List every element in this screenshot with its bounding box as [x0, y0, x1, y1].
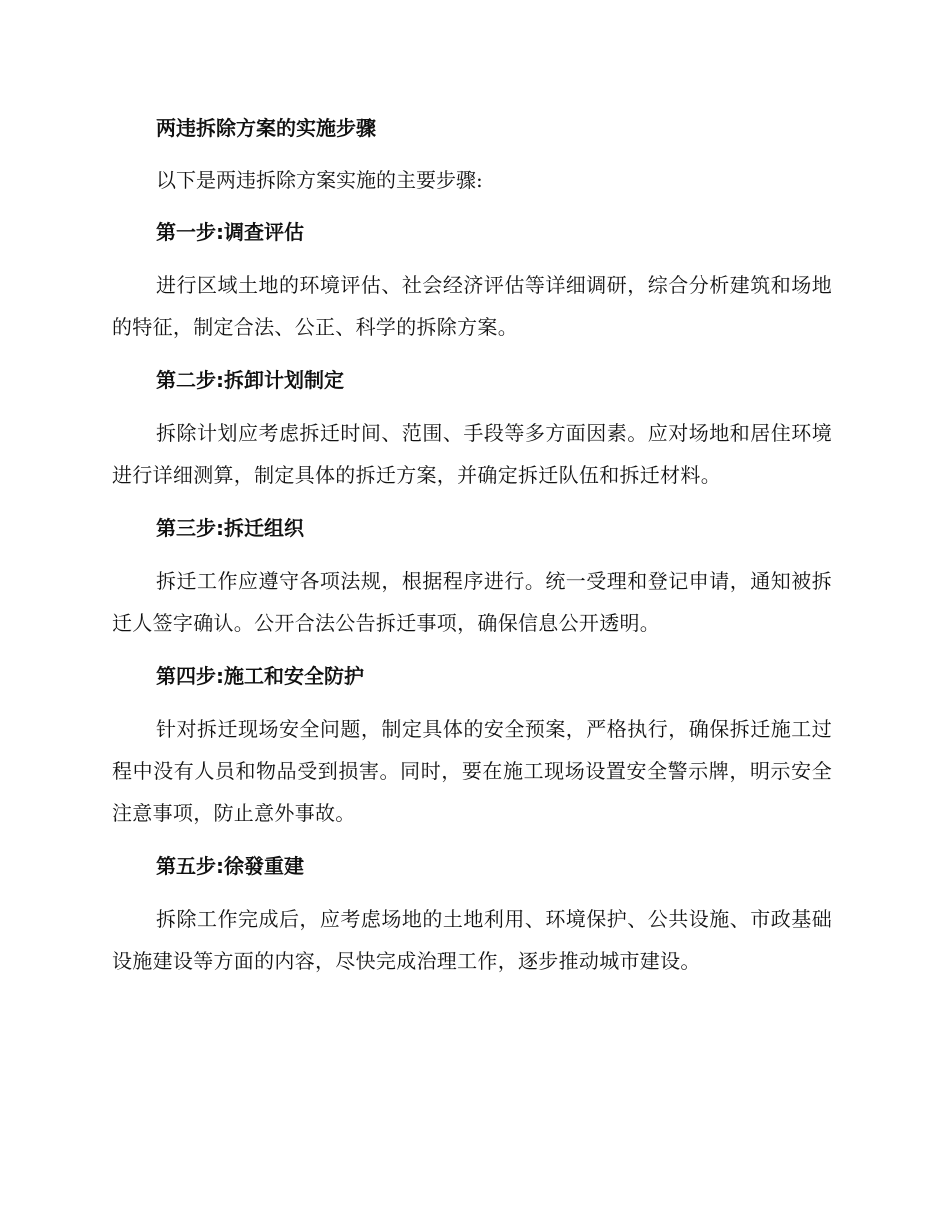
step-4: [112, 656, 832, 834]
document-content: [112, 108, 832, 982]
step-heading: 第二步:拆卸计划制定: [156, 368, 344, 392]
step-heading: 第三步:拆迁组织: [156, 516, 304, 540]
step-heading: 第四步:施工和安全防护: [156, 664, 364, 688]
step-heading: 第一步:调查评估: [156, 220, 304, 244]
step-body: 拆除工作完成后，应考虑场地的土地利用、环境保护、公共设施、市政基础设施建设等方面的内容，尽快完成治理工作，逐步推动城市建设。: [112, 907, 832, 973]
step-body: 进行区域土地的环境评估、社会经济评估等详细调研，综合分析建筑和场地的特征，制定合法、公正、科学的拆除方案。: [112, 273, 832, 339]
document-title: 两违拆除方案的实施步骤: [156, 116, 376, 140]
step-body: 拆迁工作应遵守各项法规，根据程序进行。统一受理和登记申请，通知被拆迁人签字确认。公开合法公告拆迁事项，确保信息公开透明。: [112, 569, 832, 635]
step-5: [112, 846, 832, 982]
step-heading: 第五步:徐發重建: [156, 854, 304, 878]
step-body: 针对拆迁现场安全问题，制定具体的安全预案，严格执行，确保拆迁施工过程中没有人员和物品受到损害。同时，要在施工现场设置安全警示牌，明示安全注意事项，防止意外事故。: [112, 717, 832, 825]
step-3: [112, 508, 832, 644]
step-body: 拆除计划应考虑拆迁时间、范围、手段等多方面因素。应对场地和居住环境进行详细测算，制定具体的拆迁方案，并确定拆迁队伍和拆迁材料。: [112, 421, 832, 487]
step-2: [112, 360, 832, 496]
document-intro: 以下是两违拆除方案实施的主要步骤:: [156, 168, 483, 192]
step-1: [112, 212, 832, 348]
